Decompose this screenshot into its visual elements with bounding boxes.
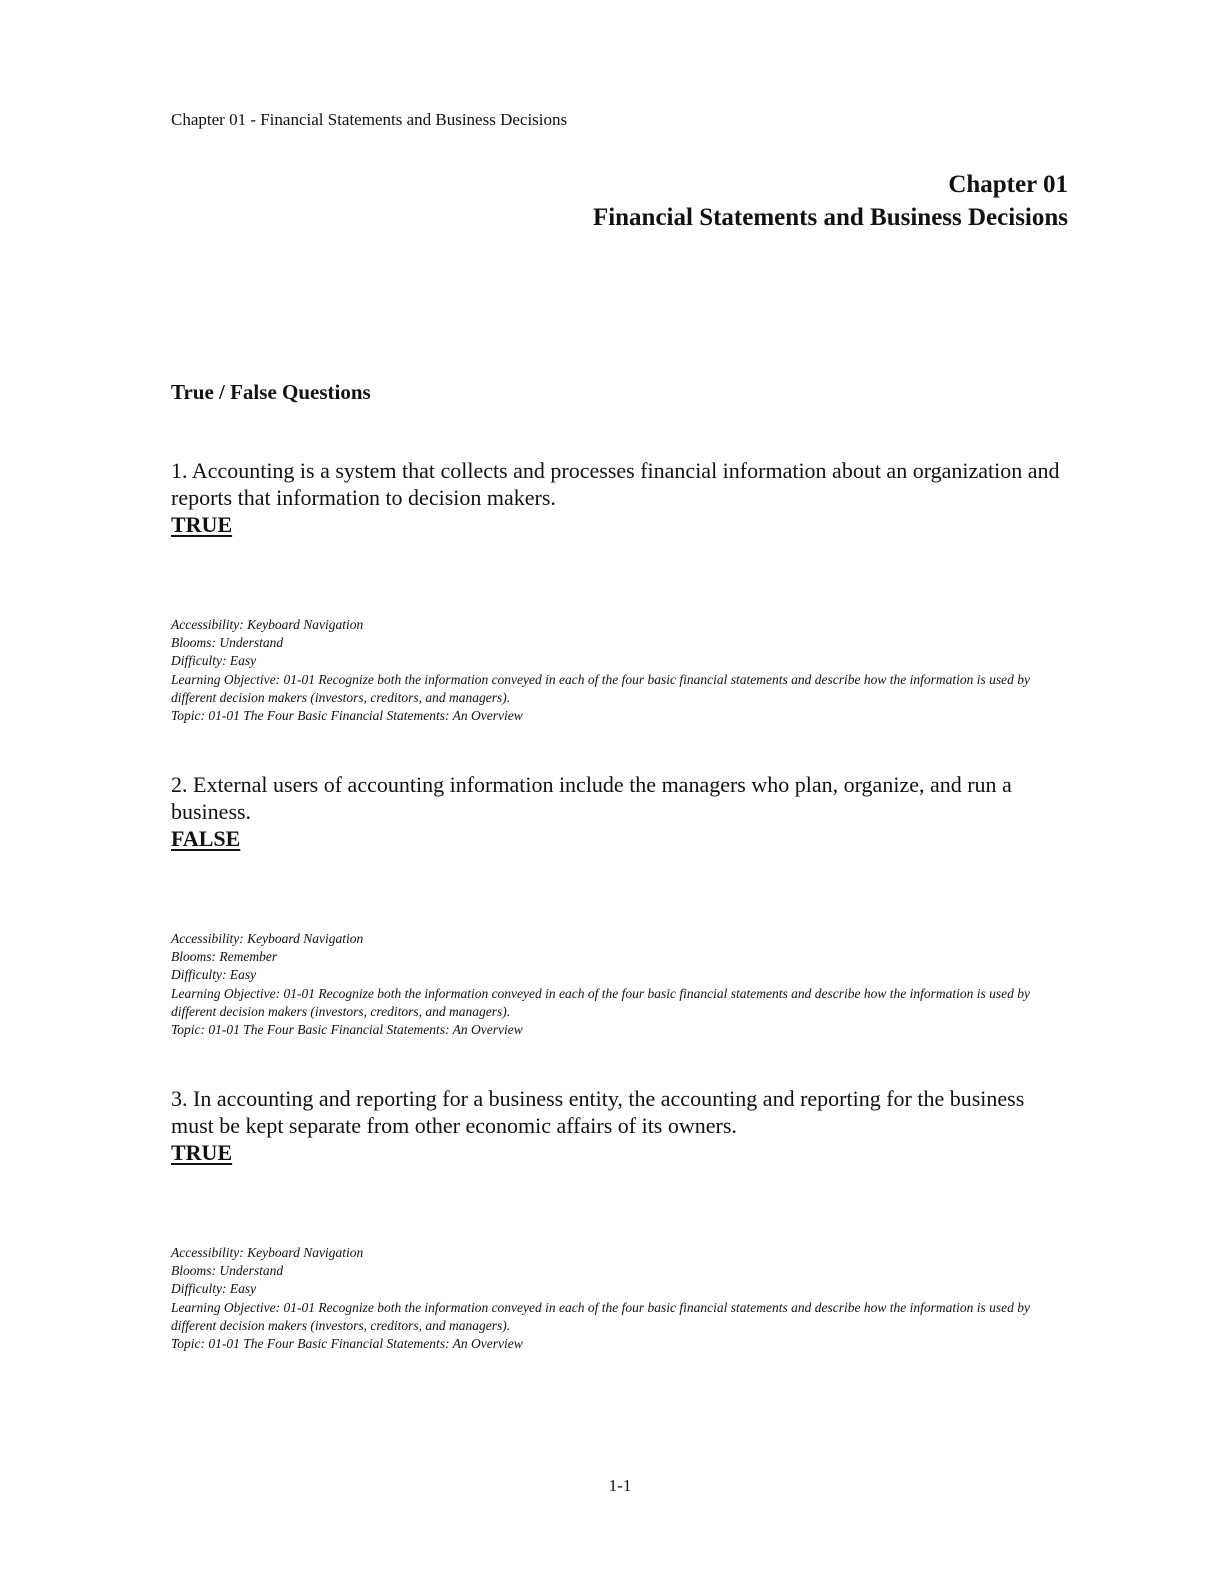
running-header: Chapter 01 - Financial Statements and Business Decisions bbox=[171, 110, 568, 129]
chapter-title-block bbox=[593, 168, 1068, 234]
question-text: 1. Accounting is a system that collects and processes financial information about an organization and reports that information to decision makers. bbox=[171, 458, 1060, 510]
chapter-subtitle: Financial Statements and Business Decisions bbox=[592, 204, 1068, 231]
question-item bbox=[171, 771, 1071, 1039]
accessibility-line: Accessibility: Keyboard Navigation bbox=[171, 931, 364, 946]
learning-objective-line: Learning Objective: 01-01 Recognize both the information conveyed in each of the four basic financial statements and describe how the information is used by different decision makers (investors, creditors, and managers). bbox=[171, 671, 1030, 705]
learning-objective-line: Learning Objective: 01-01 Recognize both the information conveyed in each of the four basic financial statements and describe how the information is used by different decision makers (investors, creditors, and managers). bbox=[171, 985, 1030, 1019]
blooms-line: Blooms: Understand bbox=[171, 1263, 284, 1279]
topic-line: Topic: 01-01 The Four Basic Financial Statements: An Overview bbox=[171, 708, 523, 724]
page-number: 1-1 bbox=[608, 1476, 632, 1495]
question-item bbox=[171, 1085, 1071, 1353]
learning-objective-line: Learning Objective: 01-01 Recognize both the information conveyed in each of the four basic financial statements and describe how the information is used by different decision makers (investors, creditors, and managers). bbox=[171, 1299, 1030, 1333]
chapter-number: Chapter 01 bbox=[948, 171, 1068, 198]
question-metadata bbox=[171, 1244, 1041, 1353]
difficulty-line: Difficulty: Easy bbox=[171, 653, 257, 669]
blooms-line: Blooms: Remember bbox=[171, 949, 278, 965]
section-heading: True / False Questions bbox=[171, 380, 371, 404]
difficulty-line: Difficulty: Easy bbox=[171, 967, 257, 983]
question-text: 3. In accounting and reporting for a business entity, the accounting and reporting for the business must be kept separate from other economic affairs of its owners. bbox=[171, 1086, 1025, 1138]
answer-label: TRUE bbox=[171, 512, 233, 537]
question-item bbox=[171, 457, 1071, 725]
accessibility-line: Accessibility: Keyboard Navigation bbox=[171, 617, 364, 632]
question-metadata bbox=[171, 616, 1041, 725]
answer-label: FALSE bbox=[171, 826, 241, 851]
question-text: 2. External users of accounting information include the managers who plan, organize, and run a business. bbox=[171, 772, 1012, 824]
difficulty-line: Difficulty: Easy bbox=[171, 1281, 257, 1297]
topic-line: Topic: 01-01 The Four Basic Financial Statements: An Overview bbox=[171, 1022, 523, 1038]
accessibility-line: Accessibility: Keyboard Navigation bbox=[171, 1245, 364, 1260]
topic-line: Topic: 01-01 The Four Basic Financial Statements: An Overview bbox=[171, 1336, 523, 1352]
question-metadata bbox=[171, 930, 1041, 1039]
answer-label: TRUE bbox=[171, 1140, 233, 1165]
blooms-line: Blooms: Understand bbox=[171, 635, 284, 651]
